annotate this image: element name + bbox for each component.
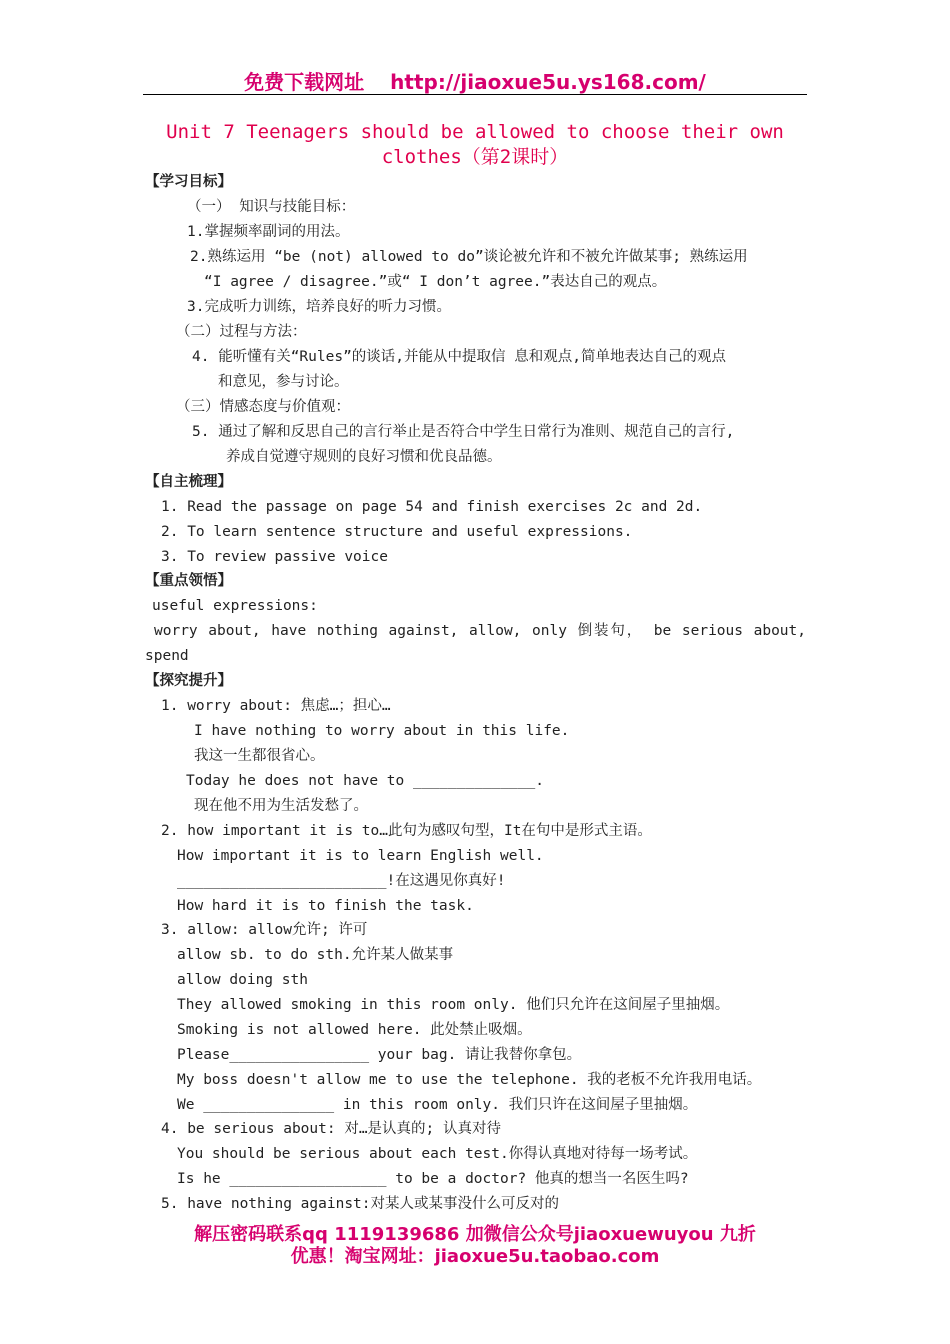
explore-item-5: 5. have nothing against:对某人或某事没什么可反对的 bbox=[161, 1196, 560, 1212]
explore-example: They allowed smoking in this room only. 他们只允许在这间屋子里抽烟。 bbox=[177, 997, 730, 1013]
list-item: 1. Read the passage on page 54 and finish exercises 2c and 2d. bbox=[161, 499, 703, 515]
goal-item-2-line2: “I agree / disagree.”或“ I don’t agree.”表达自己的观点。 bbox=[204, 274, 667, 290]
explore-exercise: Is he __________________ to be a doctor? 他真的想当一名医生吗? bbox=[177, 1171, 689, 1187]
explore-exercise: We _______________ in this room only. 我们只许在这间屋子里抽烟。 bbox=[177, 1097, 698, 1113]
download-label: 免费下载网址 bbox=[244, 70, 365, 94]
list-item: 2. To learn sentence structure and useful expressions. bbox=[161, 524, 633, 540]
list-item: 3. To review passive voice bbox=[161, 549, 388, 565]
section-key-points-heading: 【重点领悟】 bbox=[145, 573, 232, 589]
download-header bbox=[0, 66, 950, 95]
explore-example: Smoking is not allowed here. 此处禁止吸烟。 bbox=[177, 1022, 532, 1038]
explore-exercise: Please________________ your bag. 请让我替你拿包。 bbox=[177, 1047, 582, 1063]
explore-example: My boss doesn't allow me to use the telephone. 我的老板不允许我用电话。 bbox=[177, 1072, 762, 1088]
goal-item-4-line2: 和意见，参与讨论。 bbox=[218, 374, 349, 390]
goal-item-4-line1: 4. 能听懂有关“Rules”的谈话,并能从中提取信 息和观点,简单地表达自己的观点 bbox=[192, 349, 726, 365]
goal-item-5-line2: 养成自觉遵守规则的良好习惯和优良品德。 bbox=[226, 449, 502, 465]
goal-item-5-line1: 5. 通过了解和反思自己的言行举止是否符合中学生日常行为准则、规范自己的言行, bbox=[192, 424, 735, 440]
explore-example: allow sb. to do sth.允许某人做某事 bbox=[177, 947, 454, 963]
key-points-label: useful expressions: bbox=[152, 598, 318, 614]
explore-translation: 现在他不用为生活发愁了。 bbox=[194, 798, 368, 814]
section-explore-heading: 【探究提升】 bbox=[145, 673, 232, 689]
goal-subheading-1: （一） 知识与技能目标： bbox=[187, 199, 356, 215]
goal-item-1: 1.掌握频率副词的用法。 bbox=[187, 224, 350, 240]
footer-line2: 优惠！淘宝网址：jiaoxue5u.taobao.com bbox=[290, 1246, 660, 1267]
explore-item-3: 3. allow: allow允许; 许可 bbox=[161, 922, 368, 938]
section-self-study-heading: 【自主梳理】 bbox=[145, 474, 232, 490]
document-title: Unit 7 Teenagers should be allowed to choose their own clothes（第2课时） bbox=[166, 121, 784, 168]
section-goals-heading: 【学习目标】 bbox=[145, 174, 232, 190]
explore-exercise: Today he does not have to ______________. bbox=[186, 773, 544, 789]
explore-item-4: 4. be serious about: 对…是认真的; 认真对待 bbox=[161, 1121, 502, 1137]
key-points-line1: worry about, have nothing against, allow, only 倒装句， be serious about, bbox=[154, 623, 806, 639]
goal-subheading-2: （二）过程与方法： bbox=[176, 324, 307, 340]
goal-item-3: 3.完成听力训练，培养良好的听力习惯。 bbox=[187, 299, 451, 315]
explore-example: How important it is to learn English well. bbox=[177, 848, 544, 864]
goal-subheading-3: （三）情感态度与价值观： bbox=[176, 399, 350, 415]
explore-exercise: ________________________!在这遇见你真好! bbox=[177, 873, 506, 889]
key-points-line2: spend bbox=[145, 648, 189, 664]
explore-item-1: 1. worry about: 焦虑…；担心… bbox=[161, 698, 391, 714]
footer-line1: 解压密码联系qq 1119139686 加微信公众号jiaoxuewuyou 九折 bbox=[194, 1224, 756, 1245]
explore-example: You should be serious about each test.你得认真地对待每一场考试。 bbox=[177, 1146, 698, 1162]
explore-example: How hard it is to finish the task. bbox=[177, 898, 474, 914]
goal-item-2-line1: 2.熟练运用 “be (not) allowed to do”谈论被允许和不被允许做某事; 熟练运用 bbox=[190, 249, 748, 265]
explore-example: I have nothing to worry about in this life. bbox=[194, 723, 570, 739]
header-rule bbox=[143, 94, 807, 95]
explore-item-2: 2. how important it is to…此句为感叹句型，It在句中是形式主语。 bbox=[161, 823, 652, 839]
download-url-link[interactable]: http://jiaoxue5u.ys168.com/ bbox=[390, 70, 706, 94]
explore-example: allow doing sth bbox=[177, 972, 308, 988]
explore-translation: 我这一生都很省心。 bbox=[194, 748, 325, 764]
